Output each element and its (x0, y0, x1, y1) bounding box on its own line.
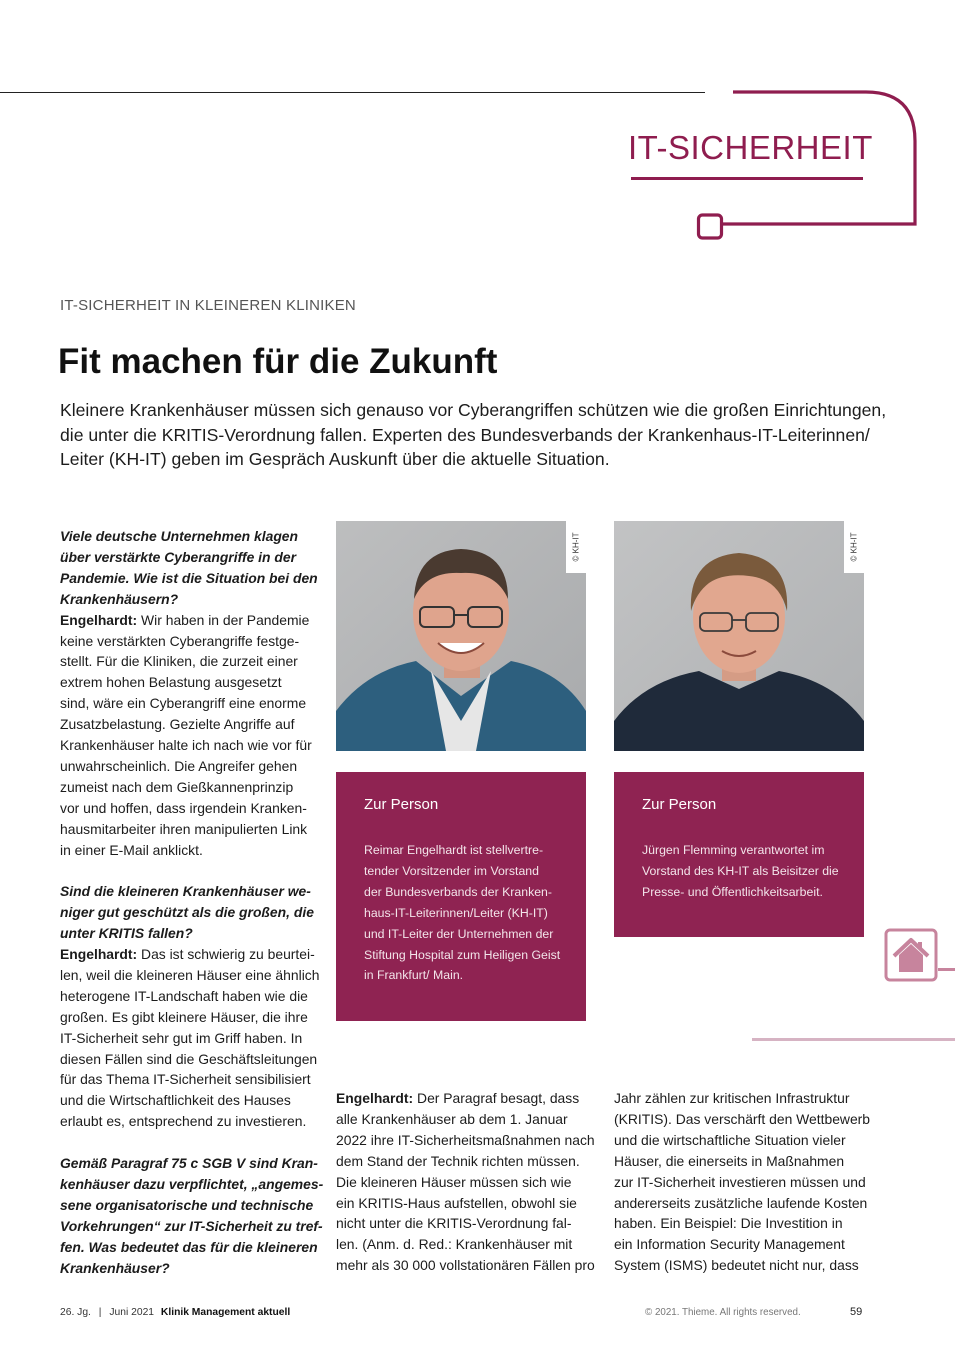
question-line: sene organisatorische und technische (60, 1196, 314, 1213)
speaker-name: Engelhardt: (60, 946, 138, 963)
answer-line: alle Krankenhäuser ab dem 1. Januar (336, 1110, 568, 1127)
answer-line: hausmitarbeiter ihren manipulierten Link (60, 820, 308, 837)
answer-line: Häuser, die einerseits in Maßnahmen (614, 1152, 845, 1169)
answer-line: diesen Fällen sind die Geschäftsleitungen (60, 1050, 318, 1067)
answer-line: Engelhardt: Wir haben in der Pandemie (60, 611, 310, 628)
answer-line: andererseits zusätzliche laufende Kosten (614, 1194, 868, 1211)
portrait-image (614, 521, 864, 751)
answer-line: ein KRITIS-Haus aufstellen, obwohl sie (336, 1194, 577, 1211)
article-lead (60, 398, 887, 472)
question-line: Vorkehrungen“ zur IT-Sicherheit zu tref- (60, 1217, 323, 1234)
answer-line: unwahrscheinlich. Die Angreifer gehen (60, 757, 298, 774)
question-line: niger gut geschützt als die großen, die (60, 904, 314, 921)
answer-line: Engelhardt: Der Paragraf besagt, dass (336, 1090, 580, 1106)
speaker-name: Engelhardt: (336, 1090, 414, 1106)
question-line: fen. Was bedeutet das für die kleineren (60, 1238, 318, 1255)
person-info-box-flemming (614, 772, 864, 937)
answer-line: in einer E-Mail anklickt. (60, 841, 203, 858)
answer-line: für das Thema IT-Sicherheit sensibilisiert (60, 1071, 311, 1088)
answer-line: 2022 ihre IT-Sicherheitsmaßnahmen nach (336, 1131, 595, 1148)
portrait-photo-flemming (614, 521, 864, 751)
answer-line: Krankenhäuser halte ich nach wie vor für (60, 737, 312, 754)
speaker-name: Engelhardt: (60, 611, 138, 628)
answer-line: IT-Sicherheit sehr gut im Griff haben. In (60, 1029, 303, 1046)
article-headline: Fit machen für die Zukunft (58, 342, 498, 381)
question-line: Krankenhäuser? (60, 1259, 170, 1276)
answer-line: len, weil die kleineren Häuser eine ähnlich (60, 966, 320, 983)
footer-issue: Juni 2021 (109, 1307, 155, 1318)
person-box-text: Reimar Engelhardt ist stellvertre- tender Vorsitzender im Vorstand der Bundesverbands der Kranken- haus-IT-Leiterinnen/Leiter (KH-IT) und IT-Leiter der Unternehmen der Stiftung Hospital zum Heiligen Geist in Frankfurt/ Main. (364, 843, 561, 983)
question-line: über verstärkte Cyberangriffe in der (60, 548, 296, 565)
photo-credit: © KH-IT (566, 521, 586, 573)
article-kicker: IT-SICHERHEIT IN KLEINEREN KLINIKEN (60, 297, 356, 314)
answer-line: ein Information Security Management (614, 1236, 845, 1253)
person-box-title: Zur Person (642, 796, 717, 813)
answer-line: und die Wirtschaftlichkeit des Hauses (60, 1092, 291, 1109)
footer-copyright: © 2021. Thieme. All rights reserved. (645, 1307, 801, 1318)
answer-line: len. (Anm. d. Red.: Krankenhäuser mit (336, 1236, 573, 1253)
answer-line: zur IT-Sicherheit investieren müssen und (614, 1173, 866, 1190)
answer-line: haben. Ein Beispiel: Die Investition in (614, 1215, 843, 1232)
article-column-2 (336, 1088, 595, 1276)
answer-line: erlaubt es, entsprechend zu investieren. (60, 1113, 307, 1130)
home-icon-connector (938, 968, 955, 971)
answer-line: vor und hoffen, dass irgendein Kranken- (60, 799, 307, 816)
lead-line: Leiter (KH-IT) geben im Gespräch Auskunft über die aktuelle Situation. (60, 449, 610, 469)
lead-line: die unter die KRITIS-Verordnung fallen. Experten des Bundesverbands der Krankenhaus-IT-Leiterinnen/ (60, 424, 870, 445)
answer-line: System (ISMS) bedeutet nicht nur, dass (614, 1257, 859, 1274)
question-line: unter KRITIS fallen? (60, 925, 193, 942)
page-number: 59 (850, 1306, 863, 1318)
question-line: Viele deutsche Unternehmen klagen (60, 528, 299, 544)
home-icon[interactable] (884, 928, 938, 982)
photo-credit: © KH-IT (844, 521, 864, 573)
answer-line: stellt. Für die Kliniken, die zurzeit einer (60, 653, 298, 670)
answer-line: keine verstärkten Cyberangriffe festge- (60, 632, 300, 649)
page-footer: 26. Jg. | Juni 2021 Klinik Management aktuell (60, 1307, 291, 1318)
answer-line: Zusatzbelastung. Gezielte Angriffe auf (60, 716, 295, 733)
answer-line: mehr als 30 000 vollstationären Fällen pro (336, 1257, 595, 1274)
article-column-1 (60, 526, 324, 1278)
answer-line: (KRITIS). Das verschärft den Wettbewerb (614, 1110, 871, 1127)
question-line: Krankenhäusern? (60, 590, 179, 607)
portrait-image (336, 521, 586, 751)
answer-line: sind, wäre ein Cyberangriff eine enorme (60, 695, 307, 712)
answer-line: Engelhardt: Das ist schwierig zu beurtei- (60, 946, 315, 963)
answer-line: Jahr zählen zur kritischen Infrastruktur (614, 1090, 850, 1106)
question-line: Pandemie. Wie ist die Situation bei den (60, 569, 318, 586)
person-box-text: Jürgen Flemming verantwortet im Vorstand des KH-IT als Beisitzer die Presse- und Öffentlichkeitsarbeit. (642, 843, 839, 899)
answer-line: Die kleineren Häuser müssen sich wie (336, 1173, 572, 1190)
question-line: Sind die kleineren Krankenhäuser we- (60, 883, 311, 900)
person-info-box-engelhardt (336, 772, 586, 1021)
header-rule (0, 92, 705, 93)
answer-line: großen. Es gibt kleinere Häuser, die ihre (60, 1008, 308, 1025)
answer-line: dem Stand der Technik richten müssen. (336, 1152, 580, 1169)
answer-line: und die wirtschaftliche Situation vieler (614, 1131, 846, 1148)
question-line: kenhäuser dazu verpflichtet, „angemes- (60, 1175, 324, 1192)
question-line: Gemäß Paragraf 75 c SGB V sind Kran- (60, 1155, 318, 1172)
footer-journal: Klinik Management aktuell (160, 1307, 291, 1318)
answer-line: extrem hohen Belastung ausgesetzt (60, 674, 282, 691)
footer-volume: 26. Jg. (60, 1307, 91, 1318)
person-box-title: Zur Person (364, 796, 439, 813)
section-title: IT-SICHERHEIT (628, 129, 873, 166)
lead-line: Kleinere Krankenhäuser müssen sich genauso vor Cyberangriffen schützen wie die großen Einrichtungen, (60, 400, 887, 420)
answer-line: nicht unter die KRITIS-Verordnung fal- (336, 1215, 572, 1232)
section-title-underline (631, 177, 863, 180)
sidebar-rule (752, 1038, 955, 1041)
portrait-photo-engelhardt (336, 521, 586, 751)
article-column-3 (614, 1088, 871, 1276)
answer-line: heterogene IT-Landschaft haben wie die (60, 987, 308, 1004)
answer-line: zumeist nach dem Gießkannenprinzip (60, 778, 294, 795)
